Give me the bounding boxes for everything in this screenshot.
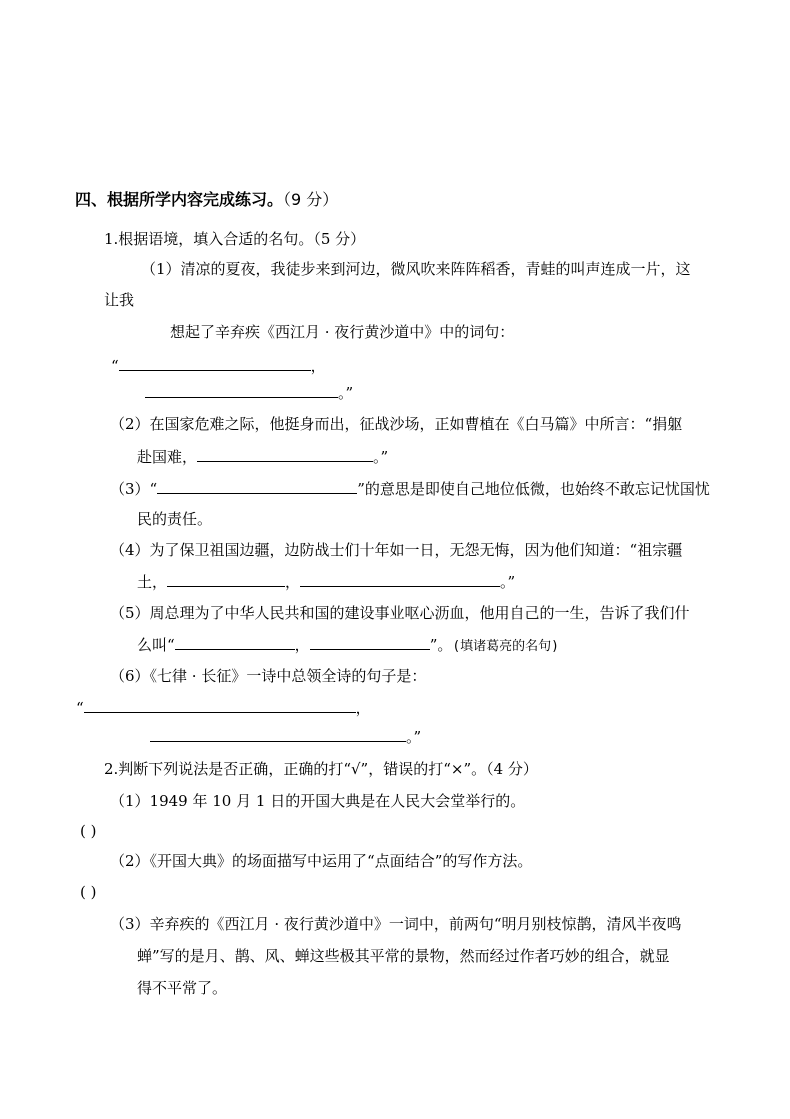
q2-heading: 2.判断下列说法是否正确，正确的打“√”，错误的打“×”。（4 分） — [104, 760, 538, 778]
q2-item3-a: （3）辛弃疾的《西江月 · 夜行黄沙道中》一词中，前两句“明月别枝惊鹊，清风半夜鸣 — [110, 915, 682, 933]
end-quote: 。” — [373, 448, 389, 466]
open-quote: “ — [111, 357, 119, 375]
answer-blank[interactable] — [310, 634, 430, 650]
section-title-text: 四、根据所学内容完成练习。 — [75, 190, 284, 209]
q2-item3-c: 得不平常了。 — [137, 979, 228, 997]
q1-item5-text-a: （5）周总理为了中华人民共和国的建设事业呕心沥血，他用自己的一生，告诉了我们什 — [110, 604, 690, 622]
answer-blank[interactable] — [167, 571, 285, 587]
q1-item2-text-a: （2）在国家危难之际，他挺身而出，征战沙场，正如曹植在《白马篇》中所言：“捐躯 — [110, 415, 683, 433]
answer-blank[interactable] — [175, 634, 295, 650]
answer-blank[interactable] — [145, 382, 338, 398]
q1-item4-text-a: （4）为了保卫祖国边疆，边防战士们十年如一日，无怨无悔，因为他们知道：“祖宗疆 — [110, 541, 683, 559]
q1-item1-answer-line2 — [145, 382, 353, 403]
comma: ， — [310, 357, 326, 375]
q1-item1-answer-line1 — [111, 355, 326, 376]
end-quote: 。” — [500, 573, 516, 591]
q1-heading: 1.根据语境，填入合适的名句。（5 分） — [104, 230, 366, 248]
section-title — [75, 190, 338, 210]
q1-item4-line2 — [137, 571, 515, 592]
end-quote: ”。 — [429, 636, 453, 654]
q2-answer-paren-1[interactable]: ( ) — [80, 822, 97, 840]
answer-blank[interactable] — [300, 571, 500, 587]
comma: ， — [355, 699, 371, 717]
q1-item5-line2 — [137, 634, 559, 657]
q1-item3-text-a: ”的意思是即使自己地位低微，也始终不敢忘记忧国忧 — [357, 480, 710, 498]
q1-item2-text-b: 赴国难， — [137, 448, 198, 466]
answer-blank[interactable] — [84, 697, 356, 713]
q2-item1: （1）1949 年 10 月 1 日的开国大典是在人民大会堂举行的。 — [110, 792, 526, 810]
answer-blank[interactable] — [150, 726, 406, 742]
q1-item6-text-a: （6）《七律 · 长征》一诗中总领全诗的句子是： — [110, 667, 427, 685]
comma: ， — [294, 636, 310, 654]
q2-answer-paren-2[interactable]: ( ) — [80, 883, 97, 901]
end-quote: 。” — [338, 384, 354, 402]
q1-item5-text-b: 么叫“ — [137, 636, 175, 654]
q1-item4-text-b: 土， — [137, 573, 168, 591]
comma: ， — [285, 573, 301, 591]
q1-item3-line1 — [110, 478, 710, 499]
q1-item6-answer-line1 — [76, 697, 371, 718]
answer-blank[interactable] — [157, 478, 357, 494]
q1-item1-text-a: （1）清凉的夏夜，我徒步来到河边，微风吹来阵阵稻香，青蛙的叫声连成一片，这 — [141, 260, 691, 278]
q2-item3-b: 蝉”写的是月、鹊、风、蝉这些极其平常的景物，然而经过作者巧妙的组合，就显 — [137, 947, 670, 965]
q1-item3-label: （3）“ — [110, 480, 158, 498]
q1-item3-text-b: 民的责任。 — [137, 510, 213, 528]
q1-item1-text-b: 让我 — [104, 291, 135, 309]
answer-blank[interactable] — [119, 355, 311, 371]
q1-item5-note: (填诸葛亮的名句) — [452, 639, 560, 654]
q1-item6-answer-line2 — [150, 726, 421, 747]
open-quote: “ — [76, 699, 84, 717]
end-quote: 。” — [406, 728, 422, 746]
answer-blank[interactable] — [197, 446, 373, 462]
q1-item1-text-c: 想起了辛弃疾《西江月 · 夜行黄沙道中》中的词句： — [170, 323, 515, 341]
q2-item2: （2）《开国大典》的场面描写中运用了“点面结合”的写作方法。 — [110, 852, 533, 870]
q1-item2-line2 — [137, 446, 388, 467]
section-points: （9 分） — [283, 190, 339, 209]
